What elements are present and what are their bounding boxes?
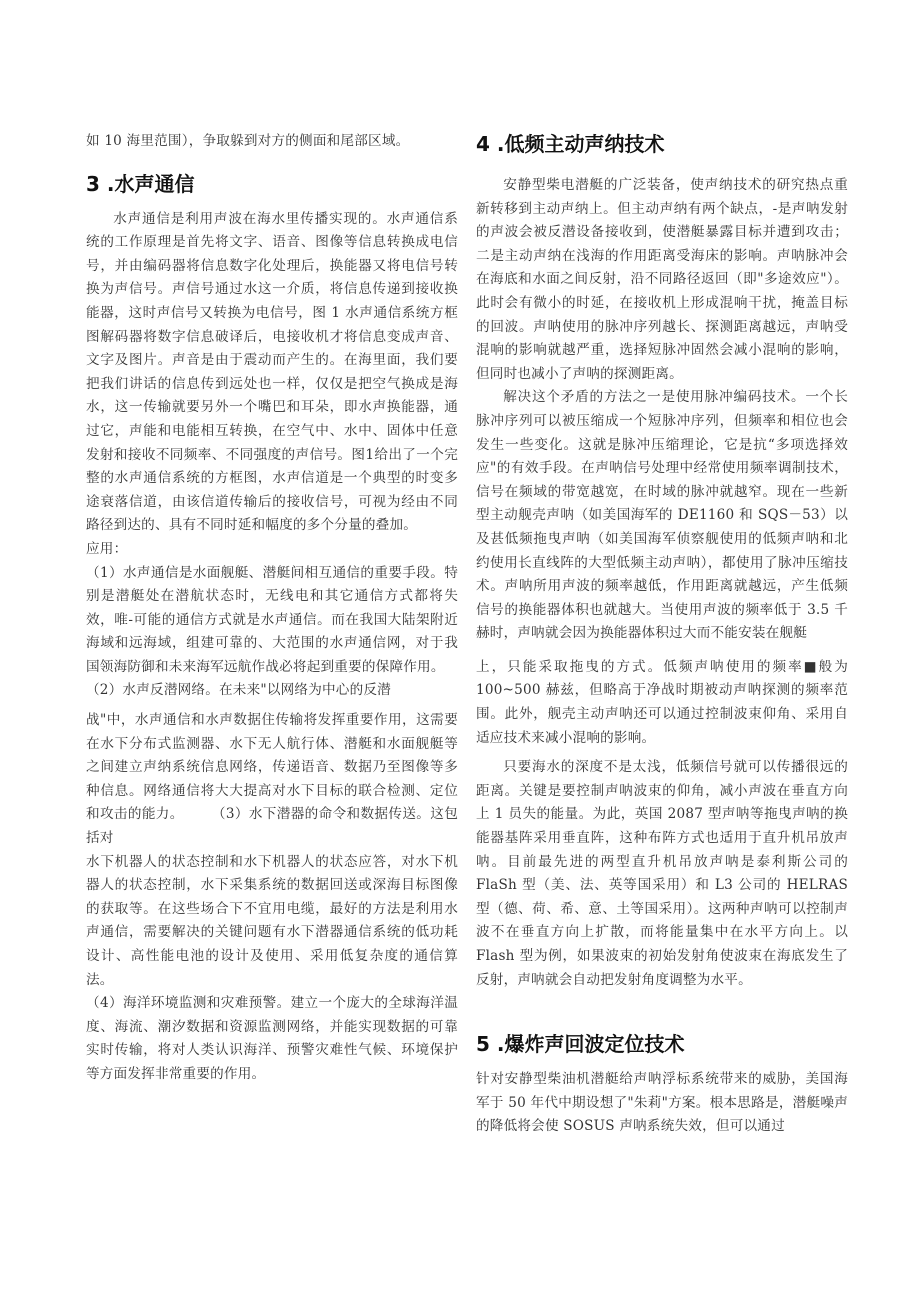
section-3-heading: 3 .水声通信 — [86, 171, 195, 196]
section-5-heading: 5 .爆炸声回波定位技术 — [476, 1032, 685, 1057]
section-3-body: 水声通信是利用声波在海水里传播实现的。水声通信系统的工作原理是首先将文字、语音、图像等信息转换成电信号，并由编码器将信息数字化处理后，换能器又将电信号转换为声信号。声信号通过水这一介质，将信息传递到接收换能器，这时声信号又转换为电信号，图 1 水声通信系统方框图解码器将数字信息破译后，电接收机才将信息变成声音、文字及图片。声音是由于震动而产生的。在海里面，我们要把我们讲话的信息传到远处也一样，仅仅是把空气换成是海水，这一传输就要另外一个嘴巴和耳朵，即水声换能器，通过它，声能和电能相互转换，在空气中、水中、固体中任意发射和接收不同频率、不同强度的声信号。图1给出了一个完整的水声通信系统的方框图，水声信道是一个典型的时变多途衰落信道，由该信道传输后的接收信号，可视为经由不同路径到达的、具有不同时延和幅度的多个分量的叠加。 — [86, 210, 458, 534]
application-item-3-body: 水下机器人的状态控制和水下机器人的状态应答，对水下机器人的状态控制，水下采集系统的数据回送或深海目标图像的获取等。在这些场合下不宜用电缆，最好的方法是利用水声通信，需要解决的关键问题有水下潜器通信系统的低功耗设计、高性能电池的设计及使用、采用低复杂度的通信算法。 — [86, 853, 458, 988]
application-item-2-body: 战"中，水声通信和水声数据住传输将发挥重要作用，这需要在水下分布式监测器、水下无人航行体、潜艇和水面舰艇等之间建立声纳系统信息网络，传递语音、数据乃至图像等多种信息。网络通信将大大提高对水下目标的联合检测、定位和攻击的能力。 （3）水下潜器的命令和数据传送。这包括对 — [86, 712, 458, 847]
section-4-paragraph-2: 解决这个矛盾的方法之一是使用脉冲编码技术。一个长脉冲序列可以被压缩成一个短脉冲序列，但频率和相位也会发生一些变化。这就是脉冲压缩理论，它是抗“多项选择效应"的有效手段。在声呐信号处理中经常使用频率调制技术，信号在频域的带宽越宽，在时域的脉冲就越窄。现在一些新型主动舰壳声呐（如美国海军的 DE1160 和 SQS－53）以及甚低频拖曳声呐（如美国海军侦察舰使用的低频声呐和北约使用长直线阵的大型低频主动声呐），都使用了脉冲压缩技术。声呐所用声波的频率越低，作用距离就越远，产生低频信号的换能器体积也就越大。当使用声波的频率低于 3.5 千赫时，声呐就会因为换能器体积过大而不能安装在舰艇 — [476, 389, 848, 642]
section-4-paragraph-4: 只要海水的深度不是太浅，低频信号就可以传播很远的距离。关键是要控制声呐波束的仰角，减小声波在垂直方向上 1 员失的能量。为此，英国 2087 型声呐等拖曳声呐的换能器基阵采用垂直阵，这种布阵方式也适用于直升机吊放声呐。目前最先进的两型直升机吊放声呐是泰利斯公司的 FlaSh 型（美、法、英等国采用）和 L3 公司的 HELRAS 型（德、荷、希、意、土等国采用）。这两种声呐可以控制声波不在垂直方向上扩散，而将能量集中在水平方向上。以 Flash 型为例，如果波束的初始发射角使波束在海底发生了反射，声呐就会自动把发射角度调整为水平。 — [476, 759, 848, 988]
application-item-1: （1）水声通信是水面舰艇、潜艇间相互通信的重要手段。特别是潜艇处在潜航状态时，无线电和其它通信方式都将失效，唯-可能的通信方式就是水声通信。而在我国大陆架附近海域和远海域，组建可靠的、大范围的水声通信网，对于我国领海防御和未来海军远航作战必将起到重要的保障作用。 — [86, 564, 458, 675]
right-column — [476, 130, 848, 1139]
intro-tail-text: 如 10 海里范围），争取躲到对方的侧面和尾部区域。 — [86, 133, 410, 149]
section-4-heading: 4 .低频主动声纳技术 — [476, 132, 665, 156]
section-4-paragraph-1: 安静型柴电潜艇的广泛装备，使声纳技术的研究热点重新转移到主动声纳上。但主动声纳有两个缺点，-是声呐发射的声波会被反潜设备接收到，使潜艇暴露目标并遭到攻击；二是主动声纳在浅海的作用距离受海床的影响。声呐脉冲会在海底和水面之间反射，沿不同路径返回（即"多途效应"）。此时会有微小的时延，在接收机上形成混响干扰，掩盖目标的回波。声呐使用的脉冲序列越长、探测距离越远，声呐受混响的影响就越严重，选择短脉冲固然会减小混响的影响，但同时也减小了声呐的探测距离。 — [476, 177, 848, 382]
section-4-paragraph-3: 上，只能采取拖曳的方式。低频声呐使用的频率■般为 100~500 赫兹，但略高于净战时期被动声呐探测的频率范围。此外，舰壳主动声呐还可以通过控制波束仰角、采用自适应技术来减小混响的影响。 — [476, 658, 848, 746]
applications-label: 应用： — [86, 540, 128, 557]
application-item-2-head: （2）水声反潜网络。在未来"以网络为中心的反潜 — [86, 682, 391, 699]
left-column — [86, 130, 458, 1087]
application-item-4: （4）海洋环境监测和灾难预警。建立一个庞大的全球海洋温度、海流、潮汐数据和资源监测网络，并能实现数据的可靠实时传输，将对人类认识海洋、预警灾难性气候、环境保护等方面发挥非常重要的作用。 — [86, 995, 458, 1082]
section-5-paragraph-1: 针对安静型柴油机潜艇给声呐浮标系统带来的威胁，美国海军于 50 年代中期设想了"朱莉"方案。根本思路是，潜艇噪声的降低将会使 SOSUS 声呐系统失效，但可以通过 — [476, 1071, 848, 1135]
